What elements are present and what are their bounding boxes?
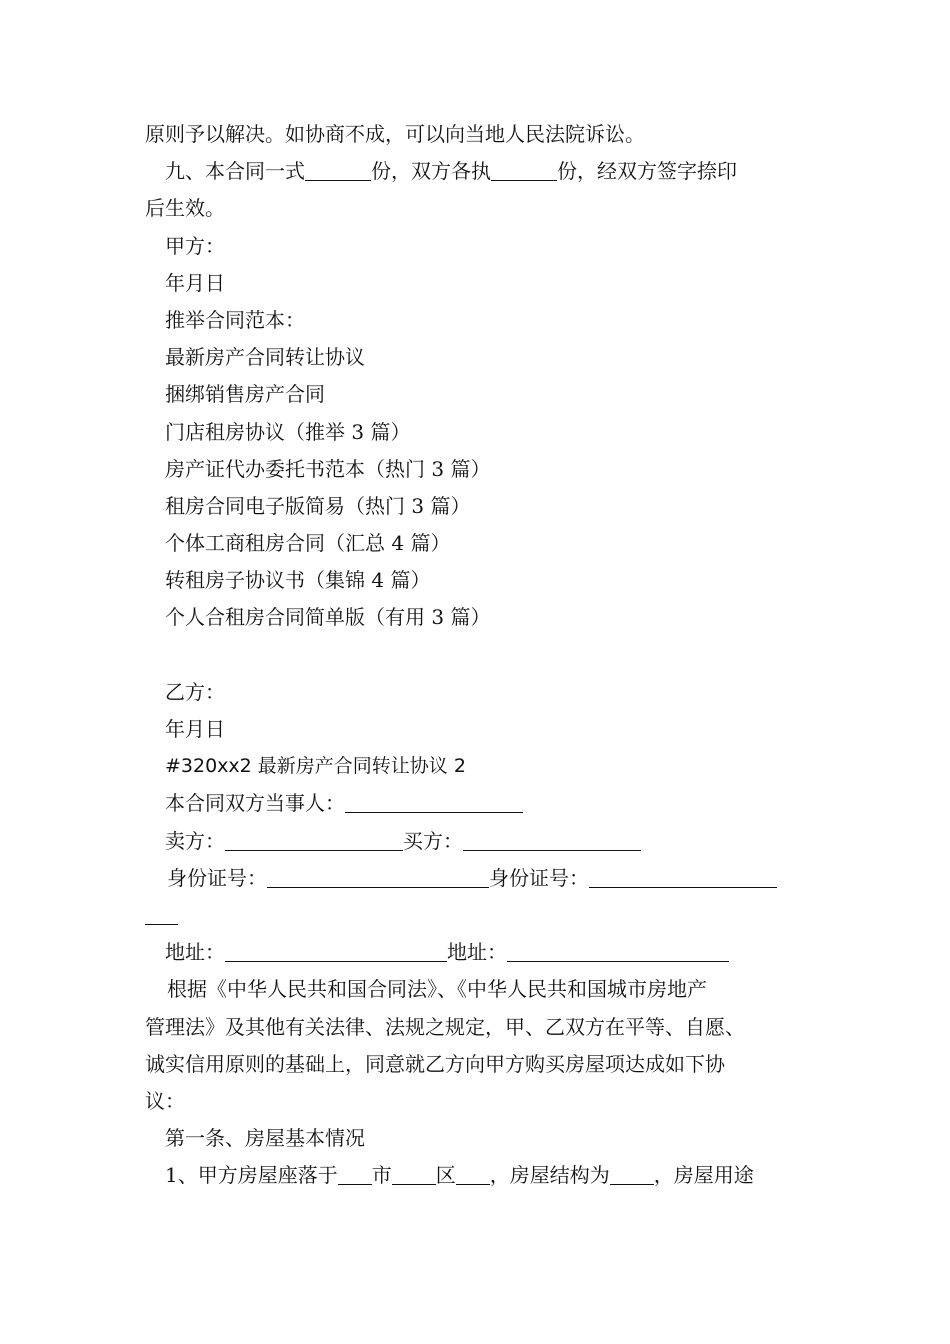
- blank-id-buyer: [589, 863, 777, 888]
- blank-structure: [610, 1160, 654, 1185]
- party-a-label: 甲方：: [165, 233, 225, 258]
- blank-address-buyer: [507, 937, 729, 962]
- blank-district: [392, 1160, 436, 1185]
- blank-id-buyer-cont: [145, 900, 178, 925]
- spacer: [145, 637, 835, 674]
- document-body: [145, 116, 835, 1194]
- blank-city: [338, 1160, 372, 1185]
- recommend-item: 租房合同电子版简易（热门 3 篇）: [165, 493, 471, 518]
- recommend-heading: 推举合同范本：: [165, 307, 305, 332]
- blank-copies-each: [491, 156, 557, 181]
- blank-parties: [345, 788, 523, 813]
- address-line: 地址： 地址：: [145, 934, 835, 971]
- clause-nine: 九、本合同一式 份，双方各执 份，经双方签字捺印: [145, 153, 835, 190]
- blank-copies-total: [305, 156, 371, 181]
- recommend-list: [145, 339, 835, 637]
- doc2-title: #320xx2 最新房产合同转让协议 2: [165, 755, 466, 778]
- recommend-item: 门店租房协议（推举 3 篇）: [165, 419, 411, 444]
- article-one-item-one: 1、甲方房屋座落于 市 区 ，房屋结构为 ，房屋用途: [145, 1157, 835, 1194]
- paragraph-basis: 根据《中华人民共和国合同法》、《中华人民共和国城市房地产 管理法》及其他有关法律、法规之规定，甲、乙双方在平等、自愿、 诚实信用原则的基础上，同意就乙方向甲方购买房屋项达成如下协 议：: [145, 977, 745, 1113]
- blank-address-seller: [225, 937, 447, 962]
- id-number-line: 身份证号： 身份证号：: [145, 860, 835, 897]
- recommend-item: 个体工商租房合同（汇总 4 篇）: [165, 531, 451, 556]
- date-b: 年月日: [165, 717, 225, 741]
- recommend-item: 转租房子协议书（集锦 4 篇）: [165, 568, 431, 593]
- recommend-item: 房产证代办委托书范本（热门 3 篇）: [165, 456, 491, 481]
- seller-buyer-line: 卖方： 买方：: [145, 823, 835, 860]
- party-b-label: 乙方：: [165, 679, 225, 704]
- recommend-item: 个人合租房合同简单版（有用 3 篇）: [165, 605, 491, 630]
- article-one-heading: 第一条、房屋基本情况: [165, 1126, 365, 1151]
- clause-nine-continued: 后生效。: [145, 196, 225, 221]
- id-number-line-continued: [145, 897, 835, 934]
- recommend-item: 最新房产合同转让协议: [165, 345, 365, 370]
- blank-seller: [225, 826, 403, 851]
- blank-location: [456, 1160, 490, 1185]
- date-a: 年月日: [165, 270, 225, 295]
- paragraph-resolution: 原则予以解决。如协商不成，可以向当地人民法院诉讼。: [145, 122, 645, 146]
- blank-buyer: [463, 826, 641, 851]
- parties-line: 本合同双方当事人：: [145, 785, 835, 822]
- recommend-item: 捆绑销售房产合同: [165, 382, 325, 407]
- blank-id-seller: [267, 863, 489, 888]
